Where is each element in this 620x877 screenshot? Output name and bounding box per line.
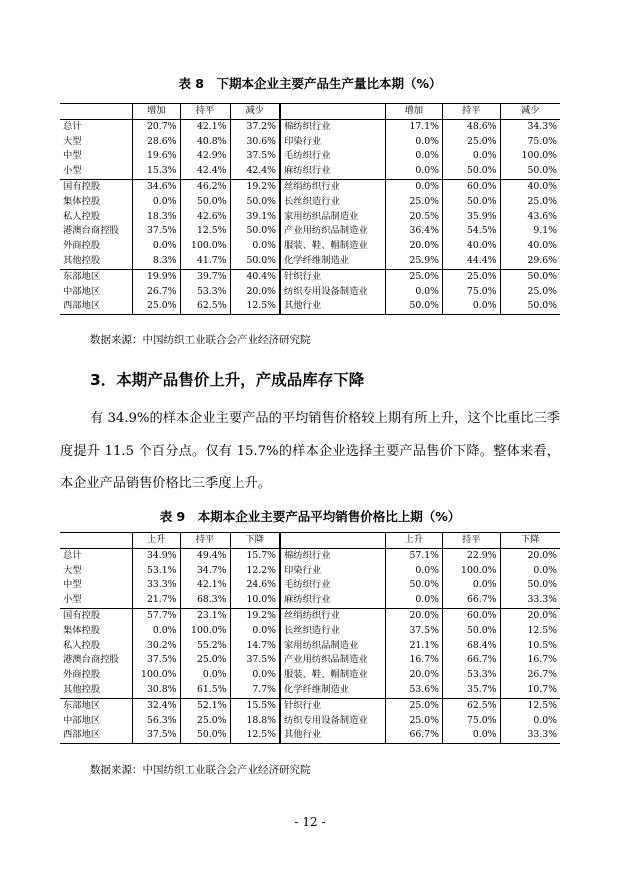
table-header-row xyxy=(60,533,560,549)
table-row xyxy=(60,593,560,608)
table-row xyxy=(60,564,560,579)
row-label-cell: 服装、鞋、帽制造业 xyxy=(280,668,385,683)
value-cell: 0.0% xyxy=(385,285,443,300)
value-cell: 22.9% xyxy=(443,548,501,563)
table-row xyxy=(60,239,560,254)
section-heading: 3．本期产品售价上升，产成品库存下降 xyxy=(90,371,365,389)
row-label-cell: 集体控股 xyxy=(63,195,101,207)
value-cell: 50.0% xyxy=(230,195,280,210)
value-cell: 20.0% xyxy=(385,608,443,623)
table-8-caption: 表 8 下期本企业主要产品生产量比本期（%） xyxy=(178,76,442,91)
row-label-cell: 中部地区 xyxy=(63,285,101,297)
value-cell: 0.0% xyxy=(443,728,501,743)
value-cell: 56.3% xyxy=(133,714,181,729)
value-cell: 7.7% xyxy=(230,683,280,698)
table-row xyxy=(60,548,560,563)
value-cell: 57.7% xyxy=(133,608,181,623)
value-cell: 55.2% xyxy=(180,639,230,654)
value-cell: 12.5% xyxy=(500,698,560,713)
value-cell: 49.4% xyxy=(180,548,230,563)
value-cell: 25.0% xyxy=(500,195,560,210)
row-label-cell: 私人控股 xyxy=(63,210,101,222)
value-cell: 42.1% xyxy=(180,119,230,134)
value-cell: 53.6% xyxy=(385,683,443,698)
value-cell: 34.9% xyxy=(133,548,181,563)
value-cell: 46.2% xyxy=(180,179,230,194)
row-label-cell: 港澳台商控股 xyxy=(63,654,119,666)
value-cell: 52.1% xyxy=(180,698,230,713)
value-cell: 48.6% xyxy=(443,119,501,134)
value-cell: 40.0% xyxy=(500,239,560,254)
value-cell: 25.0% xyxy=(385,195,443,210)
value-cell: 33.3% xyxy=(500,728,560,743)
value-cell: 36.4% xyxy=(385,224,443,239)
row-label-cell: 丝绢纺织行业 xyxy=(280,179,385,194)
value-cell: 50.0% xyxy=(443,195,501,210)
value-cell: 37.2% xyxy=(230,119,280,134)
row-label-cell: 东部地区 xyxy=(60,698,133,713)
table-row xyxy=(60,299,560,314)
row-label-cell xyxy=(60,533,133,549)
row-label-cell: 麻纺织行业 xyxy=(280,164,385,179)
value-cell: 40.4% xyxy=(230,269,280,284)
value-cell: 12.5% xyxy=(230,299,280,314)
value-cell: 25.0% xyxy=(133,299,181,314)
table-row xyxy=(60,254,560,269)
value-cell: 42.6% xyxy=(180,210,230,225)
value-cell: 0.0% xyxy=(180,668,230,683)
row-label-cell: 外商控股 xyxy=(63,669,101,681)
row-label-cell: 其他控股 xyxy=(63,683,101,695)
value-cell: 75.0% xyxy=(443,285,501,300)
value-cell: 增加 xyxy=(133,104,181,120)
row-label-cell: 中部地区 xyxy=(63,714,101,726)
value-cell: 0.0% xyxy=(385,164,443,179)
table-row xyxy=(60,698,560,713)
value-cell: 53.1% xyxy=(133,564,181,579)
value-cell: 0.0% xyxy=(230,239,280,254)
value-cell: 50.0% xyxy=(385,578,443,593)
value-cell: 16.7% xyxy=(500,653,560,668)
value-cell: 25.0% xyxy=(180,653,230,668)
value-cell: 8.3% xyxy=(133,254,181,269)
value-cell: 25.0% xyxy=(385,698,443,713)
row-label-cell: 其他行业 xyxy=(280,728,385,743)
table-row xyxy=(60,653,560,668)
value-cell: 50.0% xyxy=(500,578,560,593)
row-label-cell: 化学纤维制造业 xyxy=(280,254,385,269)
row-label-cell: 服装、鞋、帽制造业 xyxy=(280,239,385,254)
value-cell: 68.4% xyxy=(443,639,501,654)
row-label-cell: 长丝织造行业 xyxy=(280,195,385,210)
value-cell: 37.5% xyxy=(133,728,181,743)
value-cell: 50.0% xyxy=(500,299,560,314)
row-label-cell: 国有控股 xyxy=(60,179,133,194)
value-cell: 30.6% xyxy=(230,135,280,150)
value-cell: 0.0% xyxy=(443,149,501,164)
value-cell: 上升 xyxy=(385,533,443,549)
value-cell: 19.6% xyxy=(133,149,181,164)
value-cell: 43.6% xyxy=(500,210,560,225)
value-cell: 42.4% xyxy=(230,164,280,179)
row-label-cell xyxy=(280,104,385,120)
row-label-cell: 化学纤维制造业 xyxy=(280,683,385,698)
table-row xyxy=(60,210,560,225)
value-cell: 下降 xyxy=(500,533,560,549)
row-label-cell: 家用纺织品制造业 xyxy=(280,639,385,654)
value-cell: 50.0% xyxy=(443,624,501,639)
value-cell: 100.0% xyxy=(180,239,230,254)
value-cell: 18.8% xyxy=(230,714,280,729)
row-label-cell: 棉纺织行业 xyxy=(280,548,385,563)
value-cell: 20.5% xyxy=(385,210,443,225)
row-label-cell: 家用纺织品制造业 xyxy=(280,210,385,225)
value-cell: 34.3% xyxy=(500,119,560,134)
row-label-cell xyxy=(60,104,133,120)
value-cell: 0.0% xyxy=(385,564,443,579)
value-cell: 62.5% xyxy=(443,698,501,713)
value-cell: 20.0% xyxy=(230,285,280,300)
row-label-cell: 丝绢纺织行业 xyxy=(280,608,385,623)
value-cell: 上升 xyxy=(133,533,181,549)
value-cell: 21.7% xyxy=(133,593,181,608)
value-cell: 0.0% xyxy=(385,149,443,164)
value-cell: 75.0% xyxy=(443,714,501,729)
row-label-cell: 中型 xyxy=(63,579,82,591)
value-cell: 减少 xyxy=(230,104,280,120)
value-cell: 15.5% xyxy=(230,698,280,713)
value-cell: 持平 xyxy=(180,533,230,549)
table-row xyxy=(60,119,560,134)
value-cell: 21.1% xyxy=(385,639,443,654)
row-label-cell: 针织行业 xyxy=(280,698,385,713)
row-label-cell: 产业用纺织品制造业 xyxy=(280,653,385,668)
value-cell: 50.0% xyxy=(443,164,501,179)
row-label-cell: 其他行业 xyxy=(280,299,385,314)
value-cell: 19.9% xyxy=(133,269,181,284)
value-cell: 0.0% xyxy=(385,593,443,608)
value-cell: 34.7% xyxy=(180,564,230,579)
row-label-cell: 产业用纺织品制造业 xyxy=(280,224,385,239)
table-row xyxy=(60,683,560,698)
table-row xyxy=(60,728,560,743)
value-cell: 50.0% xyxy=(500,269,560,284)
value-cell: 12.5% xyxy=(230,728,280,743)
table-9 xyxy=(60,532,560,744)
value-cell: 0.0% xyxy=(230,624,280,639)
table-row xyxy=(60,224,560,239)
value-cell: 0.0% xyxy=(133,239,181,254)
value-cell: 66.7% xyxy=(385,728,443,743)
value-cell: 0.0% xyxy=(230,668,280,683)
row-label-cell: 毛纺织行业 xyxy=(280,149,385,164)
row-label-cell: 私人控股 xyxy=(63,639,101,651)
value-cell: 60.0% xyxy=(443,179,501,194)
row-label-cell: 针织行业 xyxy=(280,269,385,284)
table-row xyxy=(60,639,560,654)
value-cell: 20.7% xyxy=(133,119,181,134)
value-cell: 14.7% xyxy=(230,639,280,654)
value-cell: 42.9% xyxy=(180,149,230,164)
section-paragraph: 有 34.9%的样本企业主要产品的平均销售价格较上期有所上升，这个比重比三季度提升 11.5 个百分点。仅有 15.7%的样本企业选择主要产品售价下降。整体来看，本企业产品销售价格比三季度上升。 xyxy=(60,411,560,491)
value-cell: 10.0% xyxy=(230,593,280,608)
value-cell: 增加 xyxy=(385,104,443,120)
value-cell: 0.0% xyxy=(500,564,560,579)
table-row xyxy=(60,135,560,150)
value-cell: 28.6% xyxy=(133,135,181,150)
value-cell: 39.7% xyxy=(180,269,230,284)
value-cell: 26.7% xyxy=(133,285,181,300)
row-label-cell: 纺织专用设备制造业 xyxy=(280,285,385,300)
value-cell: 17.1% xyxy=(385,119,443,134)
value-cell: 100.0% xyxy=(500,149,560,164)
value-cell: 37.5% xyxy=(133,653,181,668)
value-cell: 30.2% xyxy=(133,639,181,654)
value-cell: 20.0% xyxy=(385,239,443,254)
value-cell: 44.4% xyxy=(443,254,501,269)
value-cell: 50.0% xyxy=(500,164,560,179)
value-cell: 62.5% xyxy=(180,299,230,314)
table-row xyxy=(60,624,560,639)
value-cell: 12.5% xyxy=(500,624,560,639)
table-8-source: 数据来源：中国纺织工业联合会产业经济研究院 xyxy=(90,334,311,346)
row-label-cell: 国有控股 xyxy=(60,608,133,623)
value-cell: 37.5% xyxy=(230,149,280,164)
value-cell: 23.1% xyxy=(180,608,230,623)
value-cell: 53.3% xyxy=(180,285,230,300)
row-label-cell: 小型 xyxy=(63,594,82,606)
value-cell: 25.0% xyxy=(500,285,560,300)
value-cell: 19.2% xyxy=(230,608,280,623)
table-header-row xyxy=(60,104,560,120)
value-cell: 40.8% xyxy=(180,135,230,150)
value-cell: 10.7% xyxy=(500,683,560,698)
value-cell: 12.2% xyxy=(230,564,280,579)
table-row xyxy=(60,164,560,179)
row-label-cell: 大型 xyxy=(63,135,82,147)
row-label-cell: 总计 xyxy=(60,119,133,134)
table-row xyxy=(60,578,560,593)
value-cell: 100.0% xyxy=(443,564,501,579)
value-cell: 57.1% xyxy=(385,548,443,563)
value-cell: 41.7% xyxy=(180,254,230,269)
value-cell: 75.0% xyxy=(500,135,560,150)
row-label-cell: 西部地区 xyxy=(60,728,133,743)
value-cell: 19.2% xyxy=(230,179,280,194)
row-label-cell: 外商控股 xyxy=(63,240,101,252)
value-cell: 15.7% xyxy=(230,548,280,563)
value-cell: 25.0% xyxy=(385,269,443,284)
row-label-cell: 长丝织造行业 xyxy=(280,624,385,639)
value-cell: 25.0% xyxy=(443,135,501,150)
value-cell: 40.0% xyxy=(500,179,560,194)
row-label-cell xyxy=(280,533,385,549)
row-label-cell: 印染行业 xyxy=(280,135,385,150)
value-cell: 35.9% xyxy=(443,210,501,225)
row-label-cell: 麻纺织行业 xyxy=(280,593,385,608)
value-cell: 20.0% xyxy=(385,668,443,683)
value-cell: 68.3% xyxy=(180,593,230,608)
value-cell: 25.0% xyxy=(385,714,443,729)
value-cell: 30.8% xyxy=(133,683,181,698)
table-row xyxy=(60,269,560,284)
value-cell: 20.0% xyxy=(500,548,560,563)
value-cell: 53.3% xyxy=(443,668,501,683)
table-row xyxy=(60,608,560,623)
value-cell: 33.3% xyxy=(500,593,560,608)
value-cell: 16.7% xyxy=(385,653,443,668)
row-label-cell: 总计 xyxy=(60,548,133,563)
value-cell: 0.0% xyxy=(443,299,501,314)
value-cell: 26.7% xyxy=(500,668,560,683)
value-cell: 25.0% xyxy=(180,714,230,729)
table-row xyxy=(60,285,560,300)
row-label-cell: 西部地区 xyxy=(60,299,133,314)
value-cell: 下降 xyxy=(230,533,280,549)
value-cell: 40.0% xyxy=(443,239,501,254)
value-cell: 29.6% xyxy=(500,254,560,269)
value-cell: 66.7% xyxy=(443,653,501,668)
value-cell: 18.3% xyxy=(133,210,181,225)
value-cell: 25.0% xyxy=(443,269,501,284)
value-cell: 37.5% xyxy=(385,624,443,639)
value-cell: 35.7% xyxy=(443,683,501,698)
value-cell: 34.6% xyxy=(133,179,181,194)
row-label-cell: 小型 xyxy=(63,165,82,177)
value-cell: 0.0% xyxy=(443,578,501,593)
value-cell: 42.1% xyxy=(180,578,230,593)
value-cell: 0.0% xyxy=(500,714,560,729)
value-cell: 33.3% xyxy=(133,578,181,593)
page-number: - 12 - xyxy=(294,815,326,829)
value-cell: 15.3% xyxy=(133,164,181,179)
value-cell: 25.9% xyxy=(385,254,443,269)
table-8 xyxy=(60,103,560,315)
value-cell: 减少 xyxy=(500,104,560,120)
value-cell: 0.0% xyxy=(385,135,443,150)
value-cell: 50.0% xyxy=(385,299,443,314)
value-cell: 37.5% xyxy=(133,224,181,239)
value-cell: 61.5% xyxy=(180,683,230,698)
table-row xyxy=(60,668,560,683)
table-row xyxy=(60,714,560,729)
value-cell: 37.5% xyxy=(230,653,280,668)
value-cell: 0.0% xyxy=(385,179,443,194)
row-label-cell: 其他控股 xyxy=(63,254,101,266)
table-row xyxy=(60,179,560,194)
row-label-cell: 大型 xyxy=(63,564,82,576)
value-cell: 20.0% xyxy=(500,608,560,623)
row-label-cell: 东部地区 xyxy=(60,269,133,284)
value-cell: 39.1% xyxy=(230,210,280,225)
value-cell: 0.0% xyxy=(133,624,181,639)
row-label-cell: 纺织专用设备制造业 xyxy=(280,714,385,729)
value-cell: 100.0% xyxy=(180,624,230,639)
row-label-cell: 港澳台商控股 xyxy=(63,225,119,237)
value-cell: 24.6% xyxy=(230,578,280,593)
value-cell: 32.4% xyxy=(133,698,181,713)
value-cell: 50.0% xyxy=(180,728,230,743)
table-row xyxy=(60,149,560,164)
value-cell: 持平 xyxy=(443,104,501,120)
value-cell: 50.0% xyxy=(230,224,280,239)
value-cell: 42.4% xyxy=(180,164,230,179)
value-cell: 12.5% xyxy=(180,224,230,239)
value-cell: 54.5% xyxy=(443,224,501,239)
value-cell: 持平 xyxy=(443,533,501,549)
table-9-caption: 表 9 本期本企业主要产品平均销售价格比上期（%） xyxy=(159,509,461,524)
row-label-cell: 棉纺织行业 xyxy=(280,119,385,134)
value-cell: 9.1% xyxy=(500,224,560,239)
row-label-cell: 毛纺织行业 xyxy=(280,578,385,593)
value-cell: 66.7% xyxy=(443,593,501,608)
table-9-source: 数据来源：中国纺织工业联合会产业经济研究院 xyxy=(90,764,311,776)
value-cell: 100.0% xyxy=(133,668,181,683)
value-cell: 持平 xyxy=(180,104,230,120)
value-cell: 0.0% xyxy=(133,195,181,210)
row-label-cell: 印染行业 xyxy=(280,564,385,579)
row-label-cell: 中型 xyxy=(63,150,82,162)
value-cell: 50.0% xyxy=(230,254,280,269)
value-cell: 60.0% xyxy=(443,608,501,623)
value-cell: 50.0% xyxy=(180,195,230,210)
table-row xyxy=(60,195,560,210)
row-label-cell: 集体控股 xyxy=(63,624,101,636)
value-cell: 10.5% xyxy=(500,639,560,654)
